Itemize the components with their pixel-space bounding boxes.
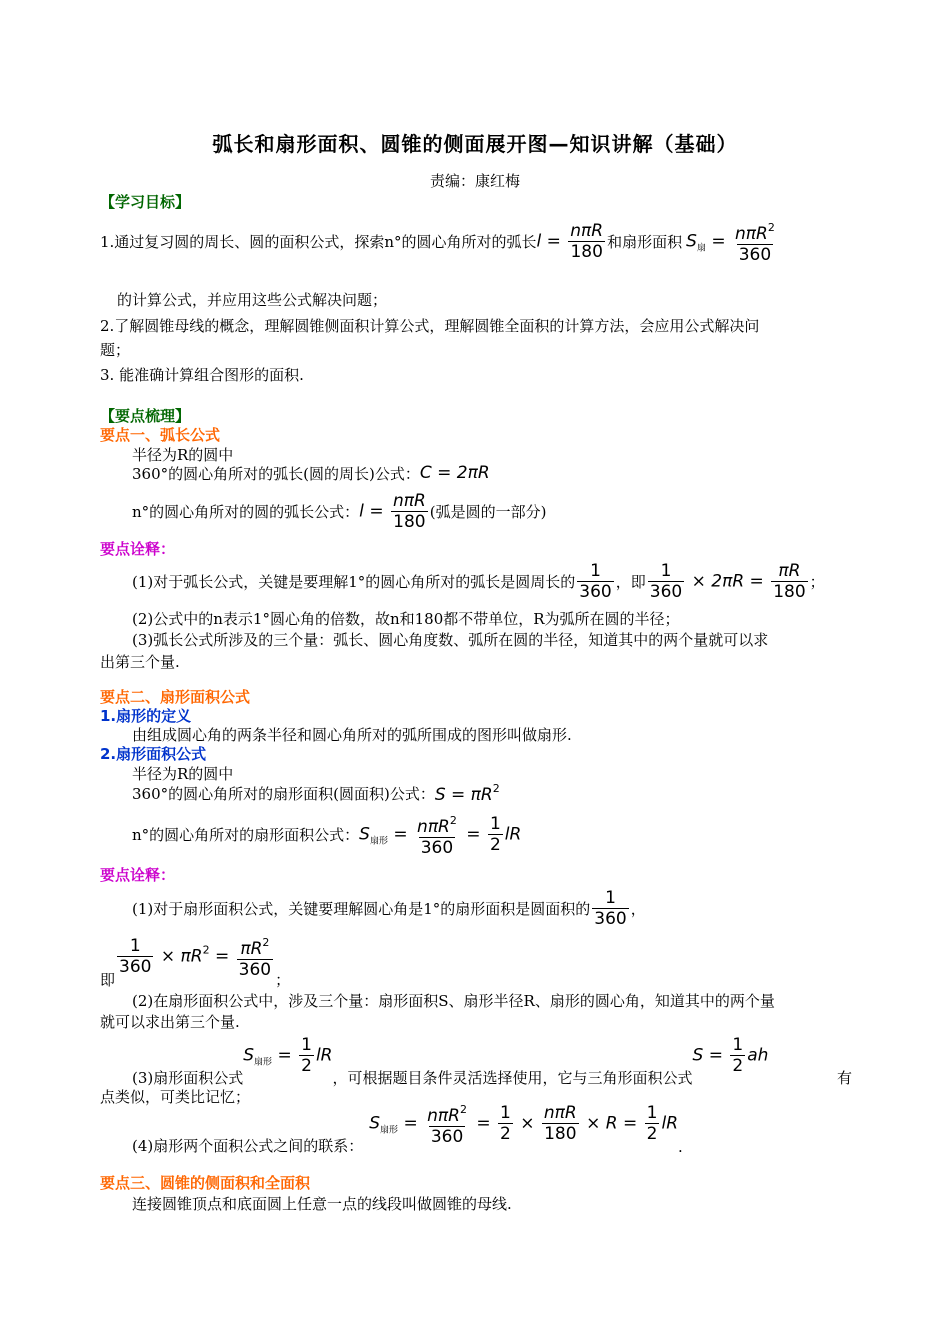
frac-1-360 [575, 561, 615, 602]
goals-heading: 【学习目标】 [100, 193, 191, 211]
point2-heading: 要点二、扇形面积公式 [100, 688, 251, 706]
goal-1-text-c: 的计算公式，并应用这些公式解决问题； [117, 291, 388, 309]
math-period: . [678, 1138, 683, 1156]
point2-line3-text: n°的圆心角所对的扇形面积公式： [132, 825, 360, 844]
frac-den: 180 [570, 241, 603, 262]
arc-one-degree-formula [646, 561, 810, 602]
math-eq: = [466, 824, 481, 844]
point1-line2 [132, 462, 490, 484]
frac-den: 180 [544, 1123, 577, 1144]
frac-num: 1 [646, 1102, 658, 1123]
math-times-r: × R = [586, 1113, 638, 1133]
frac-num: 1 [500, 1102, 511, 1123]
area-one-degree-formula [115, 933, 275, 980]
frac-num: nπR [417, 816, 450, 837]
math-s-pir: S = πR [434, 784, 493, 805]
point1-note3b: 出第三个量. [100, 653, 180, 671]
p2-note3-text-a: (3)扇形面积公式 [132, 1069, 244, 1087]
frac-den: 2 [489, 834, 501, 855]
point1-line2-text: 360°的圆心角所对的弧长(圆的周长)公式： [132, 464, 420, 483]
p2-note1-text-b: 即 [100, 971, 116, 989]
math-s-eq: S = [692, 1045, 723, 1065]
point1-line3 [132, 487, 547, 535]
math-eq: = [711, 231, 726, 251]
math-S: S [243, 1045, 255, 1065]
editor-line: 责编：康红梅 [429, 172, 520, 190]
p2-note4-text: (4)扇形两个面积公式之间的联系： [132, 1137, 364, 1155]
point1-note3: (3)弧长公式所涉及的三个量：弧长、圆心角度数、弧所在圆的半径，知道其中的两个量就可以求 [132, 631, 769, 649]
sup: 2 [767, 220, 775, 234]
point2-note4 [132, 1102, 683, 1156]
sector-formula [686, 218, 779, 265]
point2-note2b: 就可以求出第三个量. [100, 1013, 240, 1031]
frac-num: 1 [605, 887, 616, 908]
point1-line3-note: (弧是圆的一部分) [429, 502, 547, 521]
sup: 2 [262, 935, 270, 949]
math-sub: 扇 [696, 243, 706, 253]
math-eq: = [369, 501, 384, 521]
frac-den: 360 [738, 244, 772, 265]
frac-num: nπR [543, 1102, 577, 1123]
circle-area-formula [435, 782, 500, 805]
point2-sub1-text: 由组成圆心角的两条半径和圆心角所对的弧所围成的图形叫做扇形. [132, 726, 572, 744]
point2-note3 [132, 1034, 852, 1088]
p2-note3-text-c: 有 [836, 1069, 852, 1087]
frac-num: nπR [570, 220, 604, 241]
math-comma: ， [630, 899, 646, 918]
point2-sub1: 1.扇形的定义 [100, 707, 192, 725]
math-lr: lR [661, 1113, 679, 1133]
frac-num: πR [240, 938, 263, 959]
frac-num: 1 [301, 1034, 312, 1055]
sector-relation-formula [369, 1100, 678, 1147]
triangle-area-formula [693, 1035, 769, 1076]
frac-den: 360 [430, 1126, 464, 1147]
math-eq: = [476, 1113, 491, 1133]
frac-den: 360 [649, 581, 683, 602]
point3-line1: 连接圆锥顶点和底面圆上任意一点的线段叫做圆锥的母线. [132, 1195, 512, 1213]
math-eq: = [214, 946, 230, 966]
math-ah: ah [747, 1045, 769, 1065]
point2-line2 [132, 781, 500, 805]
point1-line1: 半径为R的圆中 [132, 446, 234, 464]
frac-num: πR [778, 560, 801, 581]
sup: 2 [449, 813, 457, 827]
circumference-formula: C = 2πR [419, 463, 490, 483]
point2-notes-heading: 要点诠释： [100, 866, 176, 884]
arc-formula [536, 221, 607, 262]
math-S: S [369, 1113, 381, 1133]
math-S: S [359, 824, 370, 844]
frac-den: 360 [119, 956, 152, 977]
frac-den: 2 [646, 1123, 658, 1144]
goal-1-text-b: 和扇形面积 [607, 232, 683, 251]
frac-den: 180 [773, 581, 806, 602]
frac-den: 180 [393, 511, 426, 532]
sector-half-lr-formula [243, 1035, 332, 1076]
frac-num: 1 [129, 935, 141, 956]
goal-item-1 [100, 216, 779, 266]
math-eq: = [403, 1113, 418, 1133]
point2-note1 [132, 884, 646, 932]
goal-item-3: 3. 能准确计算组合图形的面积. [100, 366, 304, 384]
math-sub: 扇形 [380, 1125, 399, 1135]
page-title: 弧长和扇形面积、圆锥的侧面展开图—知识讲解（基础） [212, 132, 738, 156]
frac-den: 360 [579, 581, 612, 602]
sup: 2 [202, 943, 210, 956]
math-sub: 扇形 [254, 1057, 273, 1067]
point3-heading: 要点三、圆锥的侧面积和全面积 [100, 1174, 311, 1192]
math-times: × πR [160, 946, 203, 966]
point1-heading: 要点一、弧长公式 [100, 426, 221, 444]
summary-heading: 【要点梳理】 [100, 407, 191, 425]
goal-1-text-a: 1.通过复习圆的周长、圆的面积公式，探索n°的圆心角所对的弧长 [100, 232, 537, 251]
point2-note3d: 点类似，可类比记忆； [100, 1088, 251, 1106]
frac-den: 2 [301, 1055, 312, 1076]
point1-notes-heading: 要点诠释： [100, 540, 176, 558]
frac-1-360 [590, 888, 630, 929]
frac-num: 1 [660, 560, 672, 581]
math-S: S [686, 231, 697, 251]
math-eq: = [277, 1045, 292, 1065]
frac-den: 360 [594, 908, 627, 929]
goal-item-2: 2.了解圆锥母线的概念，理解圆锥侧面积计算公式，理解圆锥全面积的计算方法，会应用公式解决问 [100, 317, 760, 335]
math-l: l [359, 501, 364, 521]
note1-text-b: ，即 [615, 572, 646, 591]
frac-den: 2 [732, 1055, 744, 1076]
point1-note1 [132, 556, 825, 606]
goal-item-2b: 题； [100, 341, 131, 359]
p2-note1-text-a: (1)对于扇形面积公式，关键要理解圆心角是1°的扇形面积是圆面积的 [132, 899, 591, 918]
math-sub: 扇形 [369, 836, 388, 846]
frac-num: 1 [489, 813, 501, 834]
frac-den: 360 [420, 837, 454, 858]
frac-den: 2 [500, 1123, 511, 1144]
p2-note3-text-b: ，可根据题目条件灵活选择使用，它与三角形面积公式 [332, 1069, 693, 1087]
frac-num: 1 [732, 1034, 744, 1055]
math-lr: lR [504, 824, 522, 844]
point2-line2-text: 360°的圆心角所对的扇形面积(圆面积)公式： [132, 784, 435, 803]
frac-num: nπR [427, 1105, 460, 1126]
math-l: l [536, 231, 542, 251]
sector-area-formula [359, 811, 521, 858]
arc-length-formula [359, 491, 430, 532]
point1-note2: (2)公式中的n表示1°圆心角的倍数，故n和180都不带单位，R为弧所在圆的半径； [132, 610, 680, 628]
sup: 2 [459, 1102, 467, 1116]
math-semi: ； [809, 572, 825, 591]
frac-num: nπR [392, 490, 426, 511]
point2-note1-cont [100, 936, 290, 990]
note1-text-a: (1)对于弧长公式，关键是要理解1°的圆心角所对的弧长是圆周长的 [132, 572, 576, 591]
point1-line3-text: n°的圆心角所对的圆的弧长公式： [132, 502, 360, 521]
point2-note2: (2)在扇形面积公式中，涉及三个量：扇形面积S、扇形半径R、扇形的圆心角，知道其中的两个量 [132, 992, 775, 1010]
math-eq: = [393, 824, 408, 844]
point2-line3 [132, 808, 521, 860]
frac-num: 1 [590, 560, 601, 581]
point2-line1: 半径为R的圆中 [132, 765, 234, 783]
frac-num: nπR [735, 223, 768, 244]
math-times: × [520, 1113, 535, 1133]
math-times: × 2πR = [691, 571, 764, 591]
math-eq: = [546, 231, 561, 251]
math-semi: ； [275, 971, 291, 989]
math-lr: lR [315, 1045, 333, 1065]
sup: 2 [492, 781, 500, 795]
point2-sub2: 2.扇形面积公式 [100, 745, 207, 763]
frac-den: 360 [238, 959, 272, 980]
